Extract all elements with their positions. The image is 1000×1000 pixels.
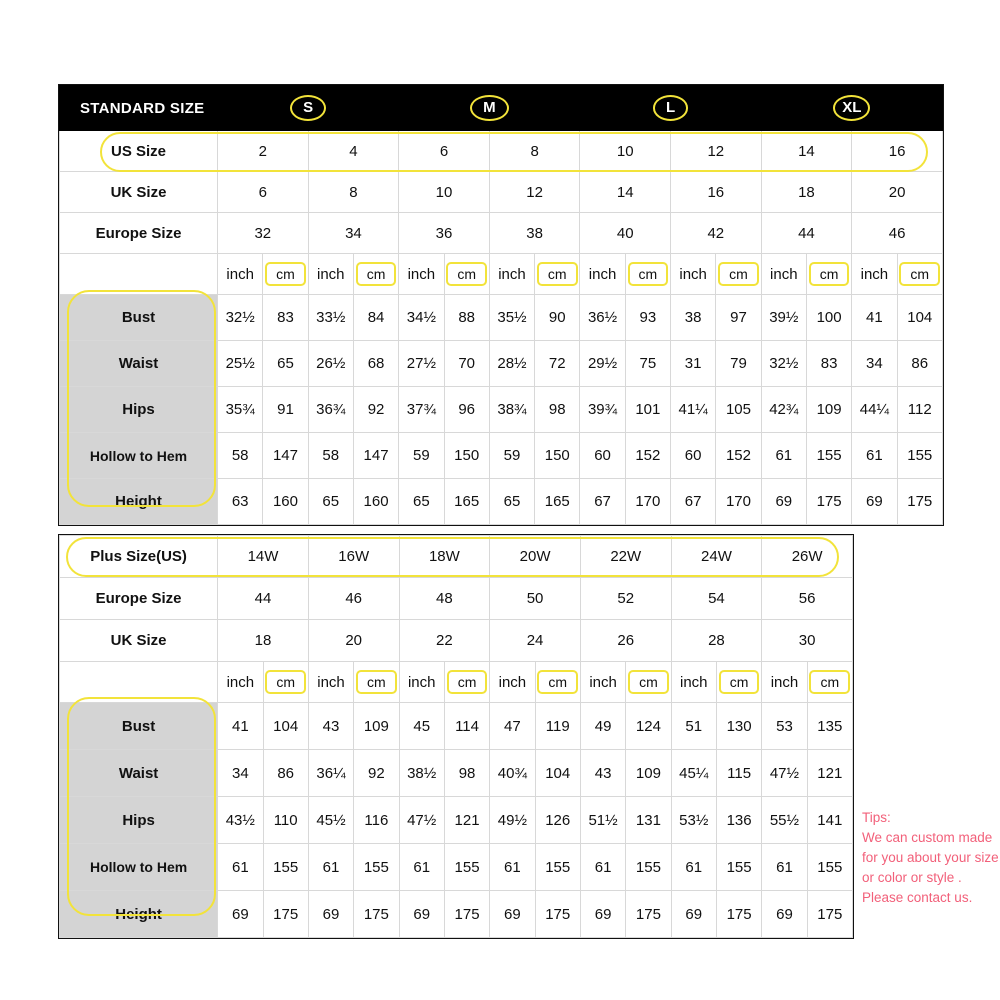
row-label-plus-size-us: Plus Size(US) <box>60 536 218 578</box>
unit-cm-label: cm <box>265 262 306 287</box>
cell: 39½ <box>761 295 806 341</box>
cell: 26 <box>580 620 671 662</box>
cell: 90 <box>535 295 580 341</box>
cell: 28 <box>671 620 762 662</box>
cell: 155 <box>716 844 761 891</box>
cell: 67 <box>580 479 625 525</box>
cell: 98 <box>444 750 489 797</box>
cell: 20 <box>308 620 399 662</box>
table-row <box>60 844 853 891</box>
cell: 130 <box>716 703 761 750</box>
cell: 60 <box>580 433 625 479</box>
cell: 72 <box>535 341 580 387</box>
cell: 61 <box>671 844 716 891</box>
row-label-height: Height <box>60 891 218 938</box>
cell: 155 <box>806 433 851 479</box>
unit-cm <box>716 662 761 703</box>
cell: 42 <box>671 213 762 254</box>
cell: 50 <box>490 578 581 620</box>
cell: 42¾ <box>761 387 806 433</box>
table-row <box>60 891 853 938</box>
cell: 51 <box>671 703 716 750</box>
cell: 41¼ <box>671 387 716 433</box>
cell: 24 <box>490 620 581 662</box>
cell: 150 <box>444 433 489 479</box>
cell: 12 <box>489 172 580 213</box>
cell: 170 <box>716 479 761 525</box>
standard-size-table <box>58 84 944 526</box>
unit-cm <box>897 254 942 295</box>
cell: 69 <box>399 891 444 938</box>
row-label-us-size: US Size <box>60 131 218 172</box>
cell: 28½ <box>489 341 534 387</box>
cell: 119 <box>535 703 580 750</box>
cell: 59 <box>399 433 444 479</box>
unit-row-spacer <box>60 254 218 295</box>
row-label-hollow-to-hem: Hollow to Hem <box>60 433 218 479</box>
cell: 155 <box>354 844 399 891</box>
unit-inch: inch <box>399 254 444 295</box>
cell: 152 <box>625 433 670 479</box>
cell: 45 <box>399 703 444 750</box>
cell: 51½ <box>580 797 625 844</box>
cell: 43½ <box>218 797 263 844</box>
unit-cm <box>806 254 851 295</box>
row-label-hips: Hips <box>60 797 218 844</box>
cell: 47½ <box>399 797 444 844</box>
cell: 175 <box>444 891 489 938</box>
cell: 30 <box>762 620 853 662</box>
cell: 14 <box>761 131 852 172</box>
cell: 155 <box>263 844 308 891</box>
cell: 83 <box>263 295 308 341</box>
tips-line-1: Tips: <box>862 810 891 825</box>
cell: 175 <box>807 891 852 938</box>
cell: 69 <box>580 891 625 938</box>
cell: 92 <box>354 750 399 797</box>
unit-cm <box>263 662 308 703</box>
row-label-waist: Waist <box>60 750 218 797</box>
cell: 12 <box>671 131 762 172</box>
unit-inch: inch <box>671 254 716 295</box>
cell: 147 <box>263 433 308 479</box>
cell: 110 <box>263 797 308 844</box>
cell: 150 <box>535 433 580 479</box>
table-row <box>60 341 943 387</box>
cell: 79 <box>716 341 761 387</box>
size-mark-m-label: M <box>470 95 509 121</box>
cell: 83 <box>806 341 851 387</box>
cell: 14 <box>580 172 671 213</box>
cell: 56 <box>762 578 853 620</box>
cell: 34½ <box>399 295 444 341</box>
unit-cm <box>625 254 670 295</box>
cell: 16 <box>852 131 943 172</box>
cell: 43 <box>580 750 625 797</box>
cell: 141 <box>807 797 852 844</box>
cell: 88 <box>444 295 489 341</box>
cell: 105 <box>716 387 761 433</box>
unit-cm-label: cm <box>628 670 669 695</box>
unit-inch: inch <box>308 254 353 295</box>
cell: 45½ <box>308 797 353 844</box>
unit-cm <box>263 254 308 295</box>
standard-unit-row <box>60 254 943 295</box>
row-label-waist: Waist <box>60 341 218 387</box>
cell: 32 <box>218 213 309 254</box>
cell: 14W <box>218 536 309 578</box>
unit-cm <box>535 254 580 295</box>
unit-inch: inch <box>580 662 625 703</box>
cell: 34 <box>852 341 897 387</box>
cell: 155 <box>897 433 942 479</box>
cell: 53 <box>762 703 807 750</box>
cell: 65 <box>263 341 308 387</box>
size-mark-xl <box>761 86 942 131</box>
cell: 165 <box>535 479 580 525</box>
unit-cm <box>444 662 489 703</box>
cell: 31 <box>671 341 716 387</box>
cell: 69 <box>308 891 353 938</box>
size-mark-l <box>580 86 761 131</box>
unit-inch: inch <box>490 662 535 703</box>
cell: 53½ <box>671 797 716 844</box>
unit-inch: inch <box>580 254 625 295</box>
table-row <box>60 213 943 254</box>
cell: 96 <box>444 387 489 433</box>
cell: 46 <box>852 213 943 254</box>
cell: 101 <box>625 387 670 433</box>
cell: 175 <box>806 479 851 525</box>
cell: 36¾ <box>308 387 353 433</box>
table-row <box>60 703 853 750</box>
standard-header-row <box>60 86 943 131</box>
tips-block <box>862 808 997 908</box>
cell: 26W <box>762 536 853 578</box>
cell: 2 <box>218 131 309 172</box>
tips-line-3: for you about your size <box>862 850 999 865</box>
cell: 175 <box>263 891 308 938</box>
cell: 69 <box>671 891 716 938</box>
cell: 124 <box>626 703 671 750</box>
row-label-bust: Bust <box>60 703 218 750</box>
cell: 155 <box>807 844 852 891</box>
cell: 160 <box>263 479 308 525</box>
unit-cm-label: cm <box>537 670 578 695</box>
cell: 54 <box>671 578 762 620</box>
cell: 61 <box>852 433 897 479</box>
table-row <box>60 620 853 662</box>
cell: 40¾ <box>490 750 535 797</box>
table-row <box>60 479 943 525</box>
cell: 34 <box>218 750 263 797</box>
cell: 20W <box>490 536 581 578</box>
unit-cm-label: cm <box>537 262 578 287</box>
unit-cm-label: cm <box>899 262 940 287</box>
table-row <box>60 387 943 433</box>
cell: 60 <box>671 433 716 479</box>
cell: 47½ <box>762 750 807 797</box>
cell: 18W <box>399 536 490 578</box>
cell: 109 <box>626 750 671 797</box>
cell: 25½ <box>218 341 263 387</box>
cell: 65 <box>399 479 444 525</box>
cell: 61 <box>762 844 807 891</box>
cell: 43 <box>308 703 353 750</box>
cell: 8 <box>308 172 399 213</box>
table-row <box>60 172 943 213</box>
cell: 69 <box>852 479 897 525</box>
cell: 147 <box>353 433 398 479</box>
row-label-height: Height <box>60 479 218 525</box>
cell: 36¼ <box>308 750 353 797</box>
unit-inch: inch <box>671 662 716 703</box>
cell: 92 <box>353 387 398 433</box>
cell: 4 <box>308 131 399 172</box>
cell: 61 <box>308 844 353 891</box>
unit-cm <box>535 662 580 703</box>
cell: 175 <box>716 891 761 938</box>
cell: 6 <box>218 172 309 213</box>
cell: 69 <box>761 479 806 525</box>
cell: 10 <box>399 172 490 213</box>
unit-cm-label: cm <box>628 262 669 287</box>
cell: 61 <box>218 844 263 891</box>
cell: 8 <box>489 131 580 172</box>
cell: 16 <box>671 172 762 213</box>
table-row <box>60 295 943 341</box>
cell: 18 <box>761 172 852 213</box>
tips-line-2: We can custom made <box>862 830 993 845</box>
cell: 59 <box>489 433 534 479</box>
cell: 55½ <box>762 797 807 844</box>
cell: 155 <box>535 844 580 891</box>
unit-inch: inch <box>308 662 353 703</box>
cell: 86 <box>263 750 308 797</box>
cell: 37¾ <box>399 387 444 433</box>
unit-inch: inch <box>218 662 263 703</box>
cell: 63 <box>218 479 263 525</box>
unit-cm <box>716 254 761 295</box>
cell: 33½ <box>308 295 353 341</box>
unit-inch: inch <box>762 662 807 703</box>
cell: 104 <box>897 295 942 341</box>
cell: 35½ <box>489 295 534 341</box>
cell: 67 <box>671 479 716 525</box>
cell: 49 <box>580 703 625 750</box>
table-row <box>60 578 853 620</box>
cell: 175 <box>354 891 399 938</box>
cell: 58 <box>308 433 353 479</box>
unit-row-spacer <box>60 662 218 703</box>
cell: 10 <box>580 131 671 172</box>
cell: 27½ <box>399 341 444 387</box>
size-mark-m <box>399 86 580 131</box>
unit-cm <box>353 254 398 295</box>
cell: 36½ <box>580 295 625 341</box>
cell: 44 <box>218 578 309 620</box>
tips-line-5: Please contact us. <box>862 890 973 905</box>
cell: 70 <box>444 341 489 387</box>
cell: 18 <box>218 620 309 662</box>
cell: 20 <box>852 172 943 213</box>
table-row <box>60 536 853 578</box>
unit-cm <box>444 254 489 295</box>
cell: 69 <box>762 891 807 938</box>
cell: 155 <box>626 844 671 891</box>
cell: 36 <box>399 213 490 254</box>
unit-inch: inch <box>218 254 263 295</box>
unit-inch: inch <box>761 254 806 295</box>
table-row <box>60 750 853 797</box>
size-mark-l-label: L <box>653 95 688 121</box>
cell: 40 <box>580 213 671 254</box>
cell: 32½ <box>218 295 263 341</box>
cell: 165 <box>444 479 489 525</box>
cell: 47 <box>490 703 535 750</box>
row-label-uk-size: UK Size <box>60 172 218 213</box>
row-label-europe-size: Europe Size <box>60 213 218 254</box>
size-mark-xl-label: XL <box>833 95 870 121</box>
cell: 48 <box>399 578 490 620</box>
cell: 100 <box>806 295 851 341</box>
cell: 49½ <box>490 797 535 844</box>
cell: 61 <box>490 844 535 891</box>
cell: 86 <box>897 341 942 387</box>
cell: 175 <box>897 479 942 525</box>
cell: 160 <box>353 479 398 525</box>
unit-cm-label: cm <box>809 670 850 695</box>
cell: 41 <box>852 295 897 341</box>
cell: 34 <box>308 213 399 254</box>
cell: 93 <box>625 295 670 341</box>
cell: 97 <box>716 295 761 341</box>
standard-title: STANDARD SIZE <box>60 86 218 131</box>
cell: 24W <box>671 536 762 578</box>
table-row <box>60 131 943 172</box>
cell: 69 <box>490 891 535 938</box>
cell: 112 <box>897 387 942 433</box>
unit-cm <box>626 662 671 703</box>
cell: 109 <box>354 703 399 750</box>
unit-cm-label: cm <box>718 262 759 287</box>
unit-inch: inch <box>399 662 444 703</box>
plus-size-table <box>58 534 854 939</box>
cell: 46 <box>308 578 399 620</box>
cell: 45¼ <box>671 750 716 797</box>
row-label-uk-size: UK Size <box>60 620 218 662</box>
cell: 121 <box>807 750 852 797</box>
cell: 104 <box>535 750 580 797</box>
cell: 41 <box>218 703 263 750</box>
cell: 155 <box>444 844 489 891</box>
cell: 175 <box>535 891 580 938</box>
cell: 52 <box>580 578 671 620</box>
unit-cm-label: cm <box>356 262 397 287</box>
cell: 65 <box>489 479 534 525</box>
unit-cm-label: cm <box>809 262 850 287</box>
unit-cm <box>354 662 399 703</box>
cell: 6 <box>399 131 490 172</box>
cell: 115 <box>716 750 761 797</box>
cell: 126 <box>535 797 580 844</box>
cell: 75 <box>625 341 670 387</box>
cell: 121 <box>444 797 489 844</box>
unit-cm-label: cm <box>356 670 397 695</box>
cell: 58 <box>218 433 263 479</box>
row-label-hips: Hips <box>60 387 218 433</box>
cell: 136 <box>716 797 761 844</box>
cell: 44¼ <box>852 387 897 433</box>
cell: 38½ <box>399 750 444 797</box>
cell: 29½ <box>580 341 625 387</box>
row-label-bust: Bust <box>60 295 218 341</box>
cell: 65 <box>308 479 353 525</box>
cell: 114 <box>444 703 489 750</box>
cell: 131 <box>626 797 671 844</box>
size-mark-s-label: S <box>290 95 326 121</box>
unit-cm-label: cm <box>446 262 487 287</box>
plus-unit-row <box>60 662 853 703</box>
cell: 38¾ <box>489 387 534 433</box>
cell: 109 <box>806 387 851 433</box>
cell: 68 <box>353 341 398 387</box>
cell: 69 <box>218 891 263 938</box>
cell: 116 <box>354 797 399 844</box>
cell: 61 <box>580 844 625 891</box>
cell: 22W <box>580 536 671 578</box>
cell: 152 <box>716 433 761 479</box>
row-label-hollow-to-hem: Hollow to Hem <box>60 844 218 891</box>
unit-inch: inch <box>489 254 534 295</box>
cell: 38 <box>671 295 716 341</box>
cell: 32½ <box>761 341 806 387</box>
unit-cm-label: cm <box>265 670 306 695</box>
cell: 16W <box>308 536 399 578</box>
table-row <box>60 797 853 844</box>
tips-line-4: or color or style . <box>862 870 962 885</box>
cell: 98 <box>535 387 580 433</box>
unit-cm <box>807 662 852 703</box>
row-label-europe-size: Europe Size <box>60 578 218 620</box>
cell: 175 <box>626 891 671 938</box>
cell: 170 <box>625 479 670 525</box>
unit-cm-label: cm <box>719 670 760 695</box>
cell: 135 <box>807 703 852 750</box>
cell: 44 <box>761 213 852 254</box>
cell: 61 <box>761 433 806 479</box>
cell: 84 <box>353 295 398 341</box>
size-mark-s <box>218 86 399 131</box>
cell: 39¾ <box>580 387 625 433</box>
cell: 104 <box>263 703 308 750</box>
cell: 38 <box>489 213 580 254</box>
cell: 22 <box>399 620 490 662</box>
unit-inch: inch <box>852 254 897 295</box>
cell: 26½ <box>308 341 353 387</box>
cell: 61 <box>399 844 444 891</box>
cell: 91 <box>263 387 308 433</box>
unit-cm-label: cm <box>447 670 488 695</box>
cell: 35¾ <box>218 387 263 433</box>
table-row <box>60 433 943 479</box>
